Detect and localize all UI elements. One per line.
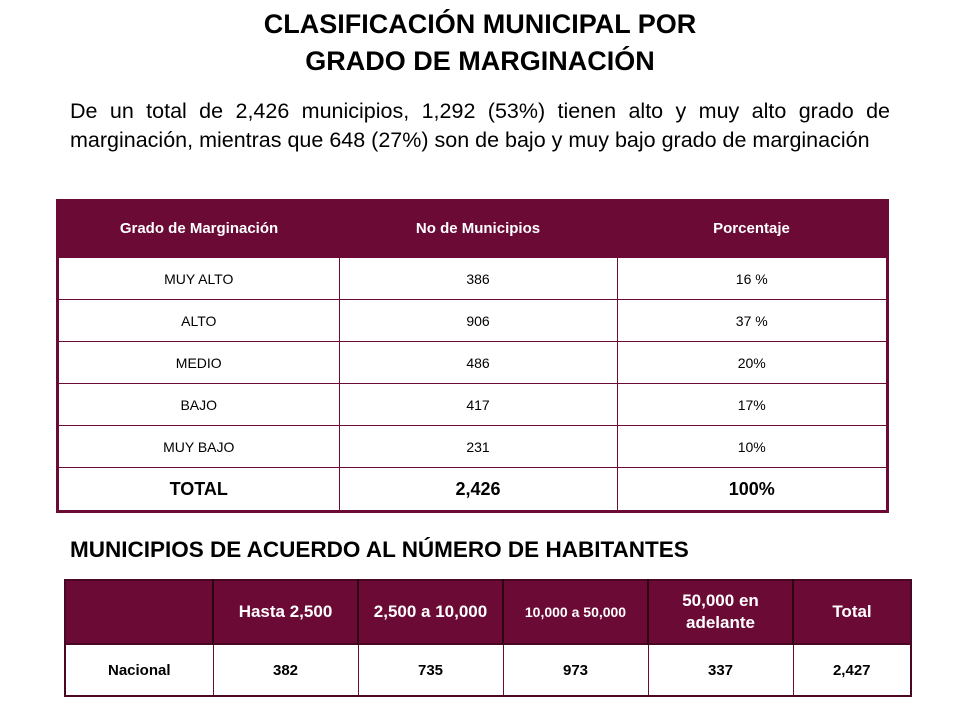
cell-porcentaje: 20% [617,342,888,384]
header-empty [65,580,213,644]
table-row [58,384,888,426]
cell-grado: BAJO [58,384,340,426]
cell-50000-adelante: 337 [648,644,793,696]
table-row [58,300,888,342]
header-50000-adelante: 50,000 en adelante [648,580,793,644]
header-grado: Grado de Marginación [58,199,340,258]
table-row [58,426,888,468]
total-label: TOTAL [58,468,340,512]
marginacion-header-row [58,199,888,258]
header-total: Total [793,580,911,644]
cell-nacional: Nacional [65,644,213,696]
cell-municipios: 231 [339,426,617,468]
cell-10000-50000: 973 [503,644,648,696]
cell-municipios: 417 [339,384,617,426]
title-line-2: GRADO DE MARGINACIÓN [305,46,655,76]
header-porcentaje: Porcentaje [617,199,888,258]
cell-porcentaje: 37 % [617,300,888,342]
cell-hasta-2500: 382 [213,644,358,696]
habitantes-header-row [65,580,911,644]
page-title [0,6,960,80]
habitantes-title: MUNICIPIOS DE ACUERDO AL NÚMERO DE HABITANTES [70,537,689,562]
cell-grado: MEDIO [58,342,340,384]
total-row [58,468,888,512]
cell-municipios: 386 [339,258,617,300]
table-row [58,258,888,300]
marginacion-table [56,199,889,513]
header-10000-50000: 10,000 a 50,000 [503,580,648,644]
table-row [65,644,911,696]
cell-total: 2,427 [793,644,911,696]
cell-grado: MUY ALTO [58,258,340,300]
cell-porcentaje: 17% [617,384,888,426]
header-hasta-2500: Hasta 2,500 [213,580,358,644]
header-municipios: No de Municipios [339,199,617,258]
cell-grado: ALTO [58,300,340,342]
header-2500-10000: 2,500 a 10,000 [358,580,503,644]
cell-municipios: 486 [339,342,617,384]
cell-porcentaje: 10% [617,426,888,468]
intro-paragraph: De un total de 2,426 municipios, 1,292 (53%) tienen alto y muy alto grado de marginación, mientras que 648 (27%) son de bajo y muy bajo grado de marginación [70,99,890,152]
table-row [58,342,888,384]
cell-2500-10000: 735 [358,644,503,696]
cell-porcentaje: 16 % [617,258,888,300]
habitantes-table [64,579,912,697]
total-municipios: 2,426 [339,468,617,512]
total-porcentaje: 100% [617,468,888,512]
cell-grado: MUY BAJO [58,426,340,468]
cell-municipios: 906 [339,300,617,342]
title-line-1: CLASIFICACIÓN MUNICIPAL POR [263,9,697,39]
